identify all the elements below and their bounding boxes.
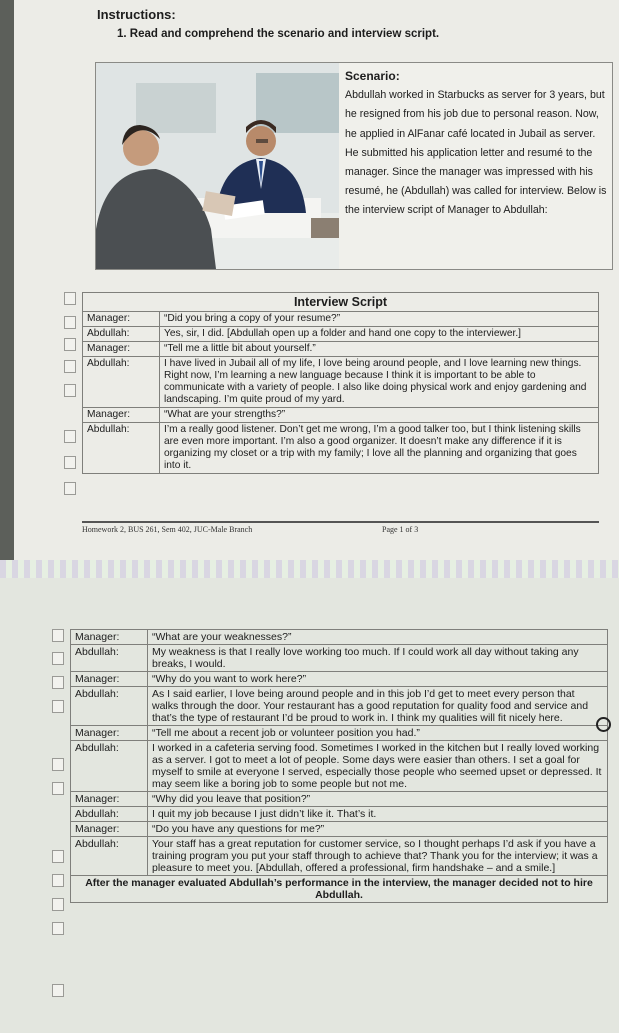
- margin-box: [52, 700, 64, 713]
- line-cell: Your staff has a great reputation for customer service, so I thought perhaps I’d ask if you have a training program you put your staff through to achieve that? Thank you for the interview; it was a pleasure to meet you. [Abdullah, offered a professional, firm handshake – and a smile.]: [148, 837, 608, 876]
- line-cell: “Do you have any questions for me?”: [148, 822, 608, 837]
- line-cell: “What are your strengths?”: [160, 408, 599, 423]
- scenario-title: Scenario:: [345, 69, 400, 83]
- line-cell: My weakness is that I really love working too much. If I could work all day without taking any breaks, I would.: [148, 645, 608, 672]
- margin-box: [52, 676, 64, 689]
- line-cell: “Why do you want to work here?”: [148, 672, 608, 687]
- speaker-cell: Manager:: [83, 342, 160, 357]
- speaker-cell: Abdullah:: [71, 687, 148, 726]
- margin-box: [64, 482, 76, 495]
- line-cell: “Why did you leave that position?”: [148, 792, 608, 807]
- line-cell: I worked in a cafeteria serving food. Sometimes I worked in the kitchen but I really loved working as a server. I got to meet a lot of people. Some days were easier than others. I set a goal for myself to smile at everyone I served, especially those people who seemed upset or depressed. It may seem like a boring job to some people but not me.: [148, 741, 608, 792]
- margin-box: [52, 758, 64, 771]
- line-cell: Yes, sir, I did. [Abdullah open up a folder and hand one copy to the interviewer.]: [160, 327, 599, 342]
- instruction-step: 1. Read and comprehend the scenario and interview script.: [117, 28, 440, 40]
- table-row: [83, 327, 599, 342]
- table-row: [71, 822, 608, 837]
- scenario-paragraph: Abdullah worked in Starbucks as server for 3 years, but he resigned from his job due to personal reason. Now, he applied in AlFanar café located in Jubail as server. He submitted his application letter and resumé to the manager. Since the manager was impressed with his resumé, he (Abdullah) was called for interview. Below is the interview script of Manager to Abdullah:: [345, 89, 607, 217]
- circle-mark-icon: [596, 717, 611, 732]
- margin-box: [52, 652, 64, 665]
- table-row: [71, 630, 608, 645]
- table-row: [71, 672, 608, 687]
- line-cell: As I said earlier, I love being around people and in this job I’d get to meet every person that walks through the door. Your restaurant has a good reputation for quality food and service and that’s the type of restaurant I’d be proud to work in. I think my qualities will fit nicely here.: [148, 687, 608, 726]
- table-row: [83, 408, 599, 423]
- speaker-cell: Manager:: [83, 408, 160, 423]
- speaker-cell: Abdullah:: [71, 741, 148, 792]
- margin-box: [64, 316, 76, 329]
- table-row: [71, 741, 608, 792]
- margin-box: [64, 456, 76, 469]
- closing-statement: After the manager evaluated Abdullah’s performance in the interview, the manager decided not to hire Abdullah.: [71, 876, 608, 903]
- margin-box: [52, 984, 64, 997]
- interview-photo: [96, 63, 339, 269]
- page-gap: [0, 560, 619, 578]
- margin-box: [64, 292, 76, 305]
- scenario-box: [95, 62, 613, 270]
- line-cell: “Tell me a little bit about yourself.”: [160, 342, 599, 357]
- table-row: [71, 837, 608, 876]
- margin-box: [52, 850, 64, 863]
- speaker-cell: Abdullah:: [71, 645, 148, 672]
- speaker-cell: Manager:: [71, 630, 148, 645]
- speaker-cell: Manager:: [71, 726, 148, 741]
- table-row: [83, 423, 599, 474]
- page-footer: [82, 521, 599, 534]
- speaker-cell: Abdullah:: [71, 837, 148, 876]
- line-cell: I quit my job because I just didn’t like it. That’s it.: [148, 807, 608, 822]
- footer-page-number: Page 1 of 3: [382, 525, 419, 534]
- margin-box: [52, 874, 64, 887]
- table-row: [71, 645, 608, 672]
- footer-course-info: Homework 2, BUS 261, Sem 402, JUC-Male Branch: [82, 525, 253, 534]
- line-cell: “Tell me about a recent job or volunteer position you had.”: [148, 726, 608, 741]
- margin-box: [52, 898, 64, 911]
- interview-script-table-part2: [70, 629, 608, 903]
- table-row: [71, 687, 608, 726]
- margin-box: [52, 922, 64, 935]
- line-cell: “Did you bring a copy of your resume?”: [160, 312, 599, 327]
- margin-box: [64, 360, 76, 373]
- table-row: [71, 792, 608, 807]
- margin-box: [64, 430, 76, 443]
- table-row: [71, 876, 608, 903]
- speaker-cell: Abdullah:: [83, 423, 160, 474]
- table-row: [71, 726, 608, 741]
- interview-script-table-part1: [82, 292, 599, 474]
- margin-box: [52, 629, 64, 642]
- table-row: [71, 807, 608, 822]
- speaker-cell: Manager:: [83, 312, 160, 327]
- interview-script-title: Interview Script: [83, 293, 599, 312]
- table-row: [83, 342, 599, 357]
- line-cell: I’m a really good listener. Don’t get me wrong, I’m a good talker too, but I think listening skills are even more important. I’m also a good organizer. It doesn’t make any difference if it is organizing my closet or a trip with my family; I love all the planning and organizing that goes into it.: [160, 423, 599, 474]
- line-cell: “What are your weaknesses?”: [148, 630, 608, 645]
- speaker-cell: Abdullah:: [83, 327, 160, 342]
- speaker-cell: Abdullah:: [83, 357, 160, 408]
- page-edge-shadow: [0, 0, 14, 560]
- margin-box: [64, 384, 76, 397]
- table-row: [83, 357, 599, 408]
- speaker-cell: Abdullah:: [71, 807, 148, 822]
- speaker-cell: Manager:: [71, 672, 148, 687]
- scenario-text-block: [345, 67, 607, 221]
- margin-box: [64, 338, 76, 351]
- line-cell: I have lived in Jubail all of my life, I love being around people, and I love learning new things. Right now, I’m learning a new language because I think it is important to be able to communicate with a variety of people. I also like doing physical work and enjoy gardening and landscaping. I’m quite proud of my yard.: [160, 357, 599, 408]
- speaker-cell: Manager:: [71, 792, 148, 807]
- table-row: [83, 312, 599, 327]
- margin-box: [52, 782, 64, 795]
- speaker-cell: Manager:: [71, 822, 148, 837]
- instructions-heading: Instructions:: [97, 7, 176, 22]
